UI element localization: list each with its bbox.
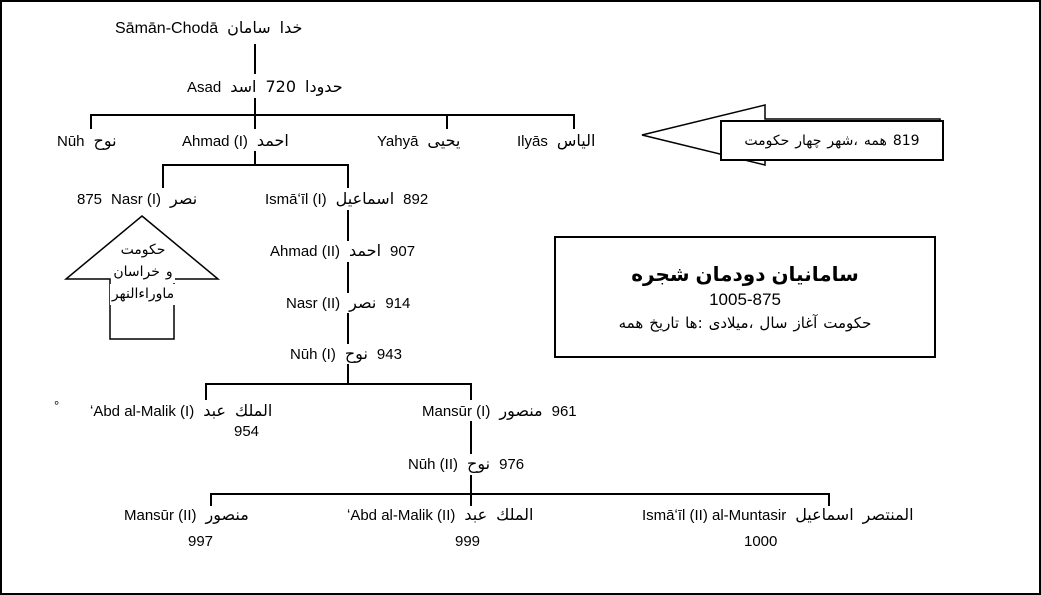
latin-name: Nūh (I) [290,346,336,363]
reign-date: 997 [188,533,214,550]
arabic-name: اسماعيل [335,189,395,208]
reign-date: 892 [403,191,429,208]
node-nuh [57,131,117,152]
latin-name: Ahmad (II) [270,243,341,260]
connector-bus1 [90,114,575,116]
connector-bus2 [162,164,349,166]
node-abd-al-malik-1 [90,401,272,422]
arabic-name: يحيى [427,131,461,150]
connector-bus2-ismail1 [347,164,349,188]
reign-date: 961 [551,403,577,420]
latin-name: Yahyā [377,133,419,150]
connector-bus2-nasr1 [162,164,164,188]
connector-ismail1-ahmad2 [347,210,349,241]
node-ismail-1 [265,189,428,210]
node-ilyas [517,131,595,152]
latin-name: Asad [187,79,222,96]
reign-date: 976 [499,456,525,473]
connector-asad-bus1 [254,98,256,115]
node-ahmad-1 [182,131,289,152]
arabic-name: نوح [344,344,368,363]
connector-bus3-mansur1 [470,383,472,400]
node-abd-al-malik-2 [347,505,534,526]
arabic-name: احمد [256,131,289,150]
node-nasr-1 [77,189,197,210]
ilyas-annotation-box [720,120,944,161]
arabic-name: عبد [464,505,488,524]
arabic-name: احمد [349,241,382,260]
node-mansur-1 [422,401,577,422]
arabic-name: سامان [227,18,271,37]
node-nuh-2 [408,454,524,475]
ilyas-annotation-text: حكومت چهار شهر، همه 819 [744,132,920,149]
latin-name: ʻAbd al-Malik (I) [90,403,195,420]
node-saman-choda [115,18,302,39]
connector-bus1-ilyas [573,114,575,129]
latin-name: Nasr (I) [111,191,162,208]
reign-date: 907 [390,243,416,260]
legend-note: همه تاريخ ها: ميلادى، سال آغاز حكومت [618,314,872,332]
connector-bus1-ahmad1 [254,114,256,129]
connector-bus1-yahya [446,114,448,129]
connector-bus4 [210,493,830,495]
date-note: حدودا [305,77,343,96]
reign-date: 954 [234,423,260,440]
arabic-name: نوح [467,454,491,473]
connector-ahmad1-bus2 [254,151,256,165]
latin-name: Sāmān-Chodā [115,20,219,37]
latin-name: ʻAbd al-Malik (II) [347,507,456,524]
reign-date: 1000 [744,533,778,550]
latin-name: Nasr (II) [286,295,341,312]
connector-nasr2-nuh1 [347,313,349,344]
arabic-name: نصر [349,293,377,312]
arabic-name: عبد [203,401,226,420]
node-yahya [377,131,460,152]
arabic-name: منصور [205,505,249,524]
node-nuh-1 [290,344,402,365]
connector-bus3 [205,383,472,385]
connector-bus3-abdalmalik1 [205,383,207,400]
connector-bus1-nuh [90,114,92,129]
latin-name: Mansūr (II) [124,507,197,524]
nasr-annotation-text: حكومت خراسان و ماوراءالنهر [85,240,201,305]
legend-box [554,236,936,358]
date-note: 720 [265,77,296,96]
latin-name: Ilyās [517,133,548,150]
arabic-name: نصر [170,189,198,208]
connector-nuh2-bus4 [470,475,472,494]
arabic-name: الملك [496,505,534,524]
reign-date: 914 [385,295,411,312]
arabic-name: اسماعيل [795,505,854,524]
connector-nuh1-bus3 [347,364,349,384]
connector-ahmad2-nasr2 [347,262,349,293]
connector-mansur1-nuh2 [470,421,472,454]
arabic-name: اسد [230,77,257,96]
latin-name: Ahmad (I) [182,133,248,150]
stray-mark: ° [54,398,60,413]
node-nasr-2 [286,293,410,314]
arabic-name: خدا [279,18,303,37]
arabic-name: الياس [556,131,596,150]
node-ahmad-2 [270,241,415,262]
arabic-name: المنتصر [862,505,914,524]
node-asad [187,77,343,98]
arabic-name: منصور [499,401,543,420]
node-ismail-2-al-muntasir [642,505,914,526]
latin-name: Nūh (II) [408,456,459,473]
latin-name: Mansūr (I) [422,403,491,420]
latin-name: Ismāʻīl (I) [265,191,327,208]
arabic-name: الملك [234,401,273,420]
reign-date: 999 [455,533,481,550]
reign-date: 943 [376,346,402,363]
legend-years: 1005-875 [709,290,781,309]
legend-title: شجره دودمان سامانيان [631,262,859,286]
connector-saman-asad [254,44,256,74]
latin-name: Ismāʻīl (II) al-Muntasir [642,507,787,524]
latin-name: Nūh [57,133,85,150]
node-mansur-2 [124,505,249,526]
reign-date: 875 [77,191,103,208]
arabic-name: نوح [93,131,117,150]
